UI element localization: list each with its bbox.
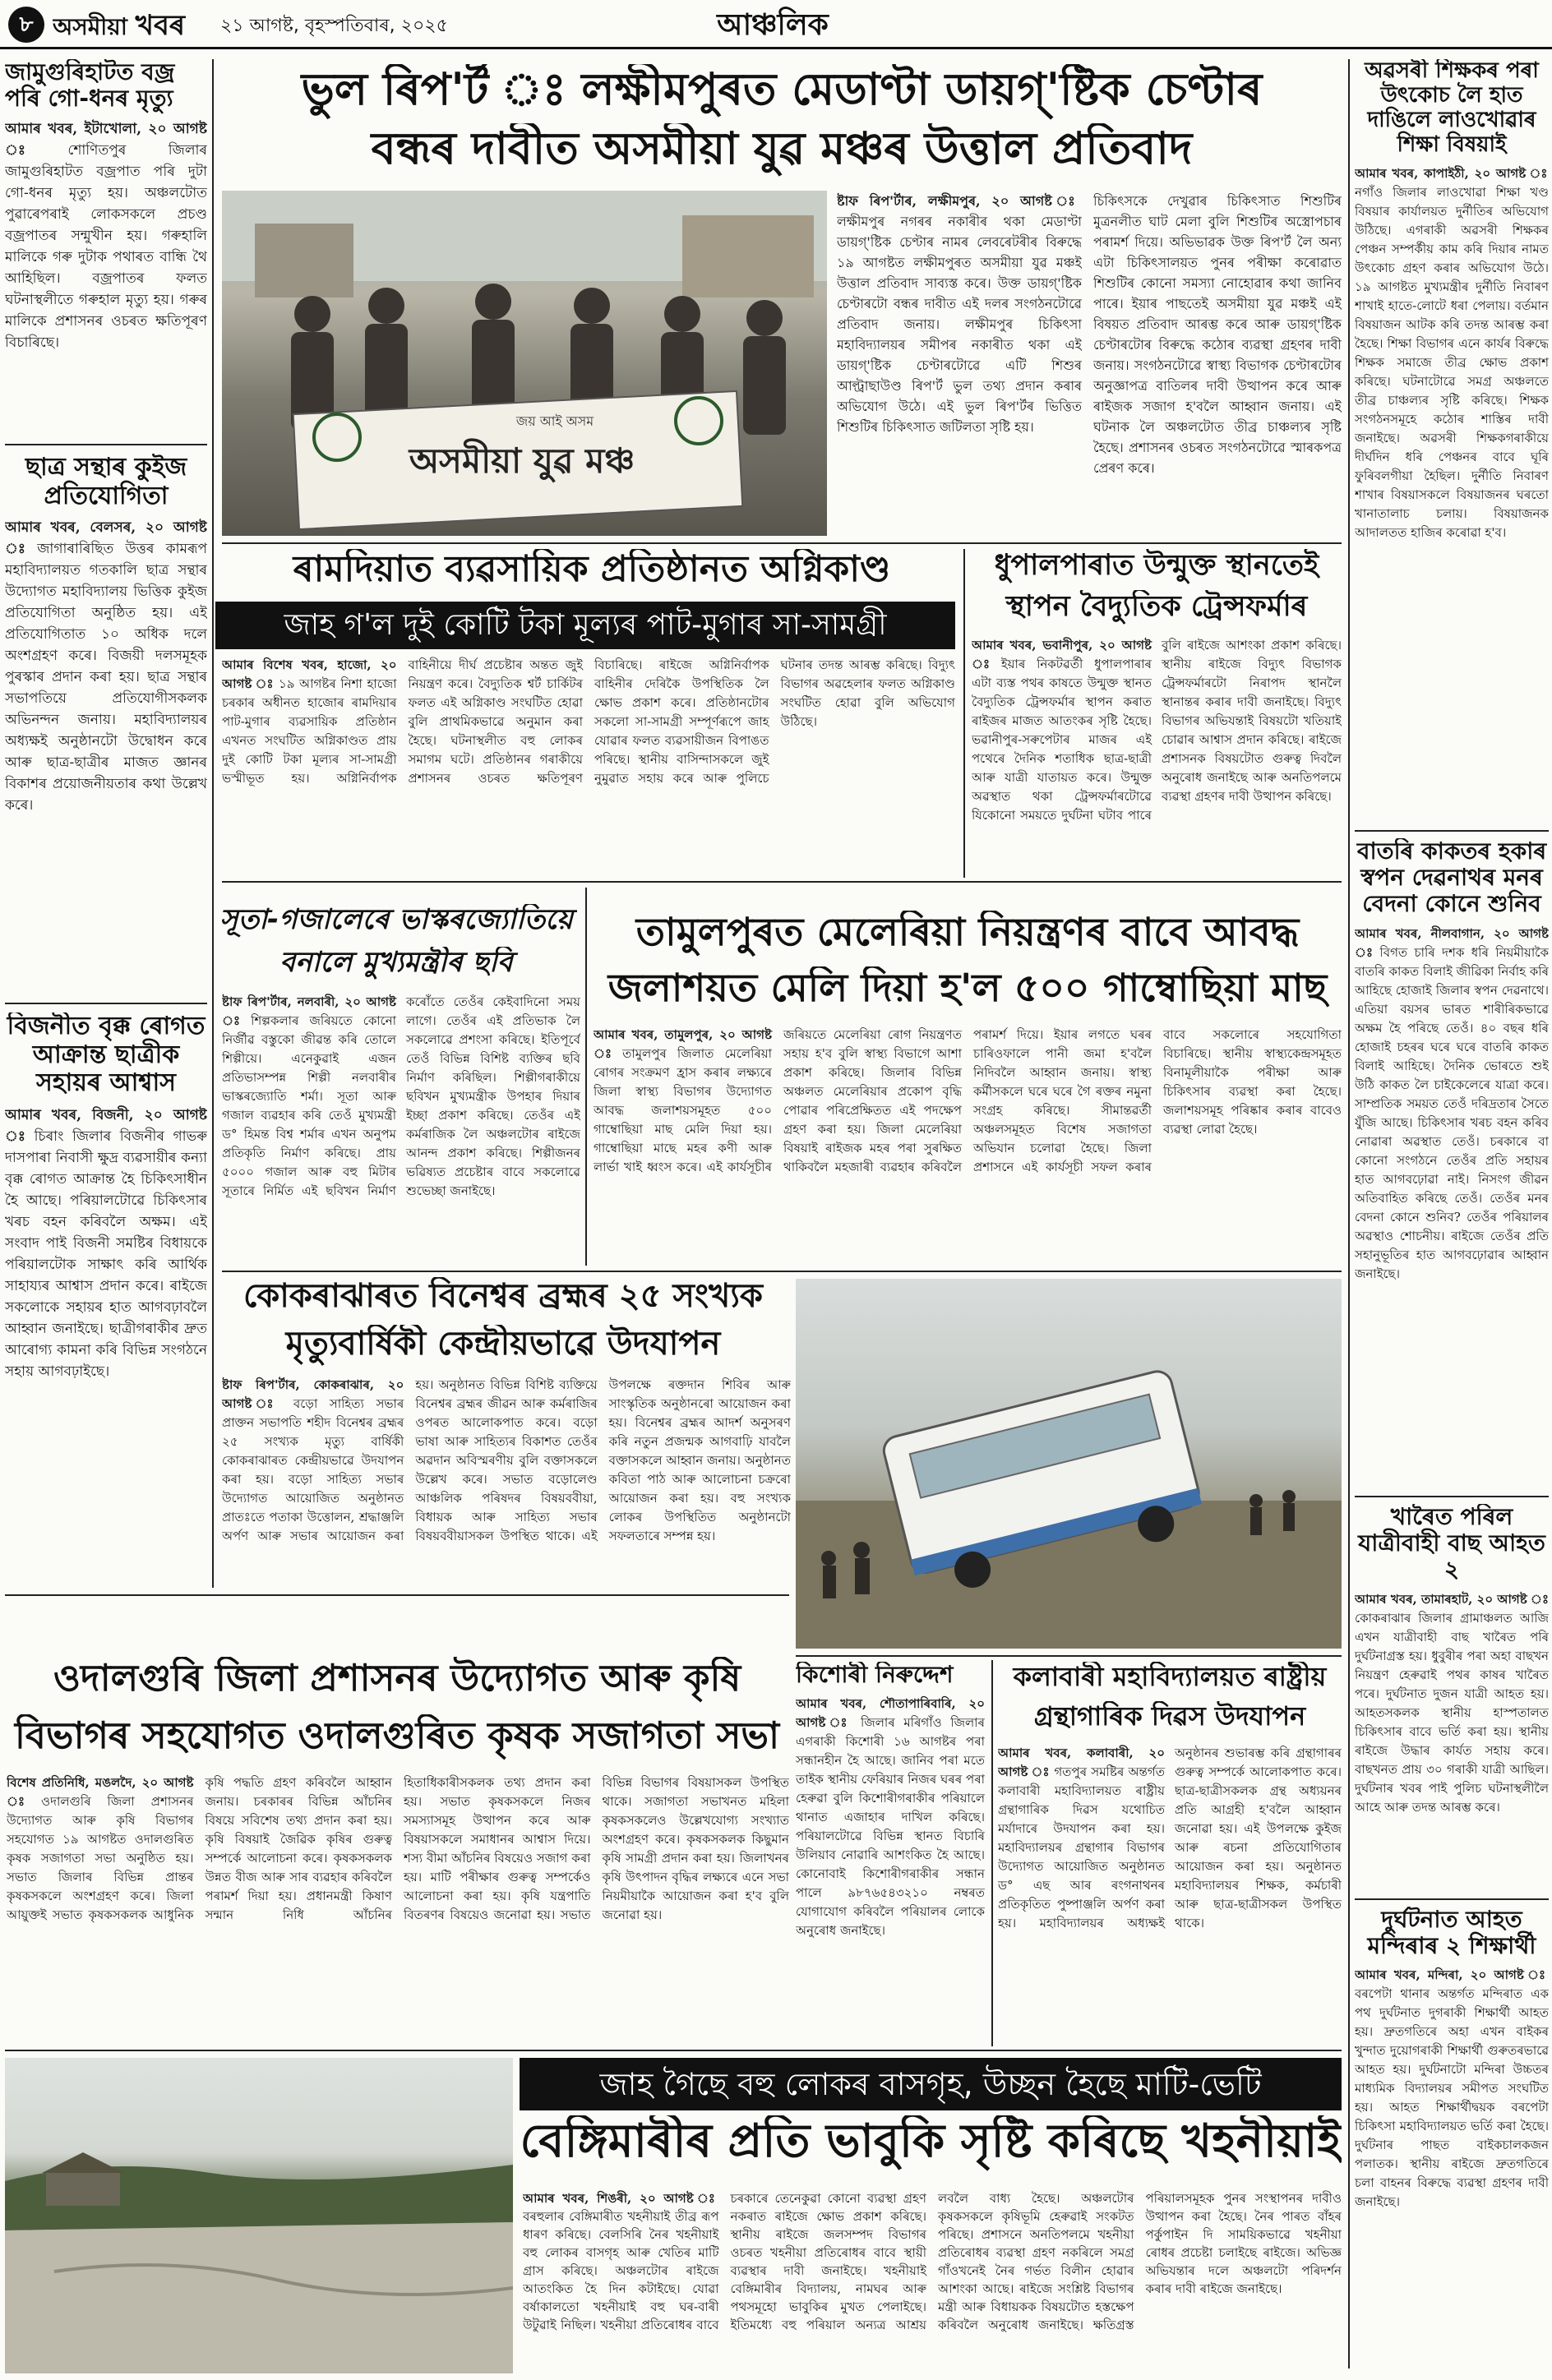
byline: আমাৰ খবৰ, কলাবাৰী, ২০ আগষ্ট ঃ (998, 1746, 1165, 1779)
cm-portrait-headline-1: সূতা-গজালেৰে ভাস্কৰজ্যোতিয়ে (219, 904, 573, 936)
riverbank-erosion-illustration (5, 2058, 513, 2373)
page-number: ৮ (19, 12, 34, 37)
divider (796, 1655, 1342, 1657)
protest-scene-illustration (222, 191, 827, 536)
malaria-story-body (594, 1026, 1342, 1264)
left-story-1 (5, 59, 207, 396)
library-story-body (998, 1744, 1342, 2046)
byline: ষ্টাফ ৰিপ'ৰ্টাৰ, লক্ষীমপুৰ, ২০ আগষ্ট ঃ (837, 193, 1082, 209)
masthead (0, 0, 1552, 49)
divider (5, 1594, 789, 1596)
transformer-headline-2: স্থাপন বৈদ্যুতিক ট্ৰেন্সফৰ্মাৰ (1005, 590, 1308, 623)
story-body (5, 1105, 207, 1382)
lead-story-body (837, 191, 1342, 536)
byline: আমাৰ বিশেষ খবৰ, হাজো, ২০ আগষ্ট ঃ (222, 657, 397, 691)
byline: আমাৰ খবৰ, শিঙৰী, ২০ আগষ্ট ঃ (523, 2191, 719, 2206)
story-body (796, 1695, 985, 1940)
erosion-headline: বেঙ্গিমাৰীৰ প্ৰতি ভাবুকি সৃষ্টি কৰিছে খহনীয়াই (520, 2115, 1342, 2168)
story-text: চিকিৎসকে দেখুৱাৰ চিকিৎসাত শিশুটিৰ মুত্ৰনলীত ঘাট মেলা বুলি শিশুটিৰ অস্ত্ৰোপচাৰ পৰামৰ্শ দিয়ে। অভিভাৱক উক্ত ৰিপ'ৰ্ট লৈ অন্য এটা চিকিৎসালয়ত পুনৰ পৰীক্ষা কৰোৱাত শিশুটিৰ কোনো সমস্যা নোহোৱাৰ কথা জানিব পাৰে। ইয়াৰ পাছতেই অসমীয়া যুৱ মঞ্চই এই বিষয়ত প্ৰতিবাদ আৰম্ভ কৰে আৰু ডায়গ্'ষ্টিক চেণ্টাৰটোৰ বিৰুদ্ধে কঠোৰ ব্যৱস্থা গ্ৰহণৰ দাবী জনায়। সংগঠনটোৱে স্বাস্থ্য বিভাগক চেণ্টাৰটোৰ অনুজ্ঞাপত্ৰ বাতিলৰ দাবী উত্থাপন কৰে আৰু ৰাইজক সজাগ হ'বলৈ আহ্বান জনায়। এই ঘটনাক লৈ অঞ্চলটোত তীব্ৰ চাঞ্চল্যৰ সৃষ্টি হৈছে। প্ৰশাসনৰ ওচৰত সংগঠনটোৱে স্মাৰকপত্ৰ প্ৰেৰণ কৰে। (1093, 193, 1342, 476)
lead-col-2 (1093, 191, 1342, 536)
story-body (5, 118, 207, 353)
story-title: অৱসৰী শিক্ষকৰ পৰা উৎকোচ লৈ হাত দাঙিলে লাওখোৱাৰ শিক্ষা বিষয়াই (1365, 59, 1539, 157)
left-story-3 (5, 1012, 207, 1588)
story-text: বৰহুলাৰ বেঙ্গিমাৰীত খহনীয়াই তীব্ৰ ৰূপ ধাৰণ কৰিছে। বেলসিৰি নৈৰ খহনীয়াই বহু লোকৰ বাসগৃহ আৰু খেতিৰ মাটি গ্ৰাস কৰিছে। অঞ্চলটোৰ ৰাইজে আতংকিত হৈ দিন কটাইছে। যোৱা বৰ্ষাকালতো খহনীয়াই বহু ঘৰ-বাৰী উটুৱাই নিছিল। খহনীয়া প্ৰতিৰোধৰ বাবে চৰকাৰে তেনেকুৱা কোনো ব্যৱস্থা গ্ৰহণ নকৰাত ৰাইজে ক্ষোভ প্ৰকাশ কৰিছে। স্থানীয় ৰাইজে জলসম্পদ বিভাগৰ ওচৰত খহনীয়া প্ৰতিৰোধৰ বাবে স্থায়ী ব্যৱস্থাৰ দাবী জনাইছে। খহনীয়াই বেঙ্গিমাৰীৰ বিদ্যালয়, নামঘৰ আৰু পথসমূহো ভাবুকিৰ মুখত পেলাইছে। ইতিমধ্যে বহু পৰিয়াল অন্যত্ৰ আশ্ৰয় লবলৈ বাধ্য হৈছে। অঞ্চলটোৰ কৃষকসকলে কৃষিভূমি হেৰুৱাই সংকটত পৰিছে। প্ৰশাসনে অনতিপলমে খহনীয়া প্ৰতিৰোধৰ ব্যৱস্থা গ্ৰহণ নকৰিলে সমগ্ৰ গাঁওখনেই নৈৰ গৰ্ভত বিলীন হোৱাৰ আশংকা আছে। ৰাইজে সংশ্লিষ্ট বিভাগৰ মন্ত্ৰী আৰু বিধায়কক বিষয়টোত হস্তক্ষেপ কৰিবলৈ অনুৰোধ জনাইছে। ক্ষতিগ্ৰস্ত পৰিয়ালসমূহক পুনৰ সংস্থাপনৰ দাবীও উত্থাপন কৰা হৈছে। নৈৰ পাৰত বাঁহৰ পৰ্কুপাইন দি সাময়িকভাৱে খহনীয়া ৰোধৰ প্ৰচেষ্টা চলাইছে ৰাইজে। অভিজ্ঞ অভিযন্তাৰ দলে অঞ্চলটো পৰিদৰ্শন কৰাৰ দাবী ৰাইজে জনাইছে। (523, 2191, 1342, 2332)
bus-accident-photo (796, 1279, 1342, 1649)
fire-headline: ৰামদিয়াত ব্যৱসায়িক প্ৰতিষ্ঠানত অগ্নিকাণ্ড (293, 549, 891, 590)
library-headline-2: গ্ৰন্থাগাৰিক দিৱস উদযাপন (1033, 1701, 1306, 1732)
overturned-bus-illustration (796, 1279, 1342, 1649)
byline: আমাৰ খবৰ, নীলবাগান, ২০ আগষ্ট ঃ (1355, 925, 1549, 960)
story-text: কোকৰাঝাৰ জিলাৰ গ্ৰামাঞ্চলত আজি এখন যাত্ৰীবাহী বাছ খাৰৈত পৰি দুৰ্ঘটনাগ্ৰস্ত হয়। ধুবুৰীৰ পৰা অহা বাছখন নিয়ন্ত্ৰণ হেৰুৱাই পথৰ কাষৰ খাৰৈত পৰে। দুৰ্ঘটনাত দুজন যাত্ৰী আহত হয়। আহতসকলক স্থানীয় হাস্পতালত চিকিৎসাৰ বাবে ভৰ্তি কৰা হয়। স্থানীয় ৰাইজে উদ্ধাৰ কাৰ্যত সহায় কৰে। বাছখনত প্ৰায় ৩০ গৰাকী যাত্ৰী আছিল। দুৰ্ঘটনাৰ খবৰ পাই পুলিচ ঘটনাস্থলীলৈ আহে আৰু তদন্ত আৰম্ভ কৰে। (1355, 1610, 1549, 1815)
story-text: শোণিতপুৰ জিলাৰ জামুগুৰিহাটত বজ্ৰপাত পৰি দুটা গো-ধনৰ মৃত্যু হয়। অঞ্চলটোত পুৱাৰেপৰাই লোকসকলে প্ৰচণ্ড বজ্ৰপাতৰ সন্মুখীন হয়। গৰুহালি মালিকে গৰু দুটাক পথাৰত বান্ধি থৈ আহিছিল। বজ্ৰপাতৰ ফলত ঘটনাস্থলীতে গৰুহাল মৃত্যু হয়। গৰুৰ মালিকে প্ৰশাসনৰ ওচৰত ক্ষতিপূৰণ বিচাৰিছে। (5, 142, 207, 352)
byline: আমাৰ খবৰ, তামুলপুৰ, ২০ আগষ্ট ঃ (594, 1027, 772, 1061)
divider (222, 542, 1342, 544)
lead-col-1 (837, 191, 1082, 536)
byline: আমাৰ খবৰ, তামাৰহাট, ২০ আগষ্ট ঃ (1355, 1591, 1549, 1607)
fire-story-body (222, 656, 955, 874)
right-story-4 (1355, 1907, 1549, 2373)
left-column-rule (212, 59, 214, 1588)
lead-headline-2: বন্ধৰ দাবীত অসমীয়া যুৱ মঞ্চৰ উত্তাল প্ৰতিবাদ (371, 123, 1193, 174)
malaria-headline-1: তামুলপুৰত মেলেৰিয়া নিয়ন্ত্ৰণৰ বাবে আবদ্ধ (635, 911, 1300, 955)
lead-protest-photo (222, 191, 827, 536)
story-body (1355, 925, 1549, 1284)
divider (1355, 1496, 1549, 1497)
story-title: বিজনীত বৃক্ক ৰোগত আক্ৰান্ত ছাত্ৰীক সহায়ৰ আশ্বাস (7, 1012, 206, 1097)
right-story-3 (1355, 1504, 1549, 1898)
story-body (1355, 1966, 1549, 2212)
byline: বিশেষ প্ৰতিনিধি, মঙলদৈ, ২০ আগষ্ট ঃ (7, 1775, 194, 1809)
divider (991, 1660, 993, 2046)
divider (5, 2050, 1342, 2051)
kokrajhar-story-body (222, 1376, 791, 1635)
kokrajhar-headline-2: মৃত্যুবাৰ্ষিকী কেন্দ্ৰীয়ভাৱে উদযাপন (285, 1325, 721, 1363)
divider (1355, 830, 1549, 832)
odalguri-headline-1: ওদালগুৰি জিলা প্ৰশাসনৰ উদ্যোগত আৰু কৃষি (53, 1657, 741, 1700)
transformer-story-body (972, 636, 1342, 876)
story-title: খাৰৈত পৰিল যাত্ৰীবাহী বাছ আহত ২ (1358, 1504, 1545, 1584)
story-text: বিগত চাৰি দশক ধৰি নিয়মীয়াকৈ বাতৰি কাকত বিলাই জীৱিকা নিৰ্বাহ কৰি আহিছে হোজাই জিলাৰ স্বপন দেৱনাথে। এতিয়া বয়সৰ ভাৰত শাৰীৰিকভাৱে অক্ষম হৈ পৰিছে তেওঁ। ৪০ বছৰ ধৰি হোজাই চহৰৰ ঘৰে ঘৰে বাতৰি কাকত বিলাই আহিছে। দৈনিক ভোৰতে শুই উঠি কাকত লৈ চাইকেলেৰে যাত্ৰা কৰে। সাম্প্ৰতিক সময়ত তেওঁ দৰিদ্ৰতাৰ সৈতে যুঁজি আছে। চিকিৎসাৰ খৰচ বহন কৰিব নোৱাৰা অৱস্থাত তেওঁ। চৰকাৰে বা কোনো সংগঠনে তেওঁৰ প্ৰতি সহায়ৰ হাত আগবঢ়োৱা নাই। নিসংগ জীৱন অতিবাহিত কৰিছে তেওঁ। তেওঁৰ মনৰ বেদনা কোনে শুনিব? তেওঁৰ পৰিয়ালৰ অৱস্থাও শোচনীয়। ৰাইজে তেওঁৰ প্ৰতি সহানুভূতিৰ হাত আগবঢ়োৱাৰ আহ্বান জনাইছে। (1355, 944, 1549, 1281)
story-body (1355, 1590, 1549, 1817)
divider (222, 1271, 1342, 1272)
banner-subtitle: জয় আই অসম (515, 413, 594, 429)
story-text: গতপুৰ সমষ্টিৰ অন্তৰ্গত কলাবাৰী মহাবিদ্যালয়ত ৰাষ্ট্ৰীয় গ্ৰন্থাগাৰিক দিৱস যথোচিত মৰ্যাদাৰে উদযাপন কৰা হয়। মহাবিদ্যালয়ৰ গ্ৰন্থাগাৰ বিভাগৰ উদ্যোগত আয়োজিত অনুষ্ঠানত ড° এছ আৰ ৰংগনাথনৰ প্ৰতিকৃতিত পুষ্পাঞ্জলি অৰ্পণ কৰা হয়। মহাবিদ্যালয়ৰ অধ্যক্ষই অনুষ্ঠানৰ শুভাৰম্ভ কৰি গ্ৰন্থাগাৰৰ গুৰুত্ব সম্পৰ্কে আলোকপাত কৰে। ছাত্ৰ-ছাত্ৰীসকলক গ্ৰন্থ অধ্যয়নৰ প্ৰতি আগ্ৰহী হ'বলৈ আহ্বান জনোৱা হয়। এই উপলক্ষে কুইজ আৰু ৰচনা প্ৰতিযোগিতাৰ আয়োজন কৰা হয়। অনুষ্ঠানত মহাবিদ্যালয়ৰ শিক্ষক, কৰ্মচাৰী আৰু ছাত্ৰ-ছাত্ৰীসকল উপস্থিত থাকে। (998, 1746, 1342, 1930)
story-title: বাতৰি কাকতৰ হকাৰ স্বপন দেৱনাথৰ মনৰ বেদনা কোনে শুনিব (1356, 838, 1547, 918)
story-text: শিল্পকলাৰ জৰিয়তে কোনো নিৰ্জীৱ বস্তুকো জীৱন্ত কৰি তোলে শিল্পীয়ে। এনেকুৱাই এজন প্ৰতিভাসম্পন্ন শিল্পী নলবাৰীৰ ভাস্কৰজ্যোতি শৰ্মা। সূতা আৰু গজাল ব্যৱহাৰ কৰি তেওঁ মুখ্যমন্ত্ৰী ড° হিমন্ত বিশ্ব শৰ্মাৰ এখন অনুপম প্ৰতিকৃতি নিৰ্মাণ কৰিছে। প্ৰায় ৫০০০ গজাল আৰু বহু মিটাৰ সূতাৰে নিৰ্মিত এই ছবিখন নিৰ্মাণ কৰোঁতে তেওঁৰ কেইবাদিনো সময় লাগে। তেওঁৰ এই প্ৰতিভাক লৈ সকলোৱে প্ৰশংসা কৰিছে। ইতিপূৰ্বে তেওঁ বিভিন্ন বিশিষ্ট ব্যক্তিৰ ছবি নিৰ্মাণ কৰিছিল। শিল্পীগৰাকীয়ে ছবিখন মুখ্যমন্ত্ৰীক উপহাৰ দিয়াৰ ইচ্ছা প্ৰকাশ কৰিছে। তেওঁৰ এই কৰ্মৰাজিক লৈ অঞ্চলটোৰ ৰাইজে আনন্দ প্ৰকাশ কৰিছে। শিল্পীজনৰ ভৱিষ্যত প্ৰচেষ্টাৰ বাবে সকলোৱে শুভেচ্ছা জনাইছে। (222, 994, 580, 1198)
byline: আমাৰ খবৰ, কাপাইঠী, ২০ আগষ্ট ঃ (1355, 165, 1549, 181)
story-title: জামুগুৰিহাটত বজ্ৰ পৰি গো-ধনৰ মৃত্যু (5, 59, 175, 113)
byline: আমাৰ খবৰ, শৌতাপাৰিবাৰি, ২০ আগষ্ট ঃ (796, 1696, 985, 1731)
byline: আমাৰ খবৰ, মন্দিৰা, ২০ আগষ্ট ঃ (1355, 1967, 1549, 1983)
story-text: ওদালগুৰি জিলা প্ৰশাসনৰ উদ্যোগত আৰু কৃষি বিভাগৰ সহযোগত ১৯ আগষ্টত ওদালগুৰিত কৃষক সজাগতা সভা অনুষ্ঠিত হয়। সভাত জিলাৰ বিভিন্ন প্ৰান্তৰ কৃষকসকলে অংশগ্ৰহণ কৰে। জিলা আয়ুক্তই সভাত কৃষকসকলক আধুনিক কৃষি পদ্ধতি গ্ৰহণ কৰিবলৈ আহ্বান জনায়। চৰকাৰৰ বিভিন্ন আঁচনিৰ বিষয়ে সবিশেষ তথ্য প্ৰদান কৰা হয়। কৃষি বিষয়াই জৈৱিক কৃষিৰ গুৰুত্ব সম্পৰ্কে আলোচনা কৰে। কৃষকসকলক উন্নত বীজ আৰু সাৰ ব্যৱহাৰ কৰিবলৈ পৰামৰ্শ দিয়া হয়। প্ৰধানমন্ত্ৰী কিষাণ সন্মান নিধি আঁচনিৰ হিতাধিকাৰীসকলক তথ্য প্ৰদান কৰা হয়। সভাত কৃষকসকলে নিজৰ সমস্যাসমূহ উত্থাপন কৰে আৰু বিষয়াসকলে সমাধানৰ আশ্বাস দিয়ে। শস্য বীমা আঁচনিৰ বিষয়েও সজাগ কৰা হয়। মাটি পৰীক্ষাৰ গুৰুত্ব সম্পৰ্কেও আলোচনা কৰা হয়। কৃষি যন্ত্ৰপাতি বিতৰণৰ বিষয়েও জনোৱা হয়। সভাত বিভিন্ন বিভাগৰ বিষয়াসকল উপস্থিত থাকে। সজাগতা সভাখনত মহিলা কৃষকসকলেও উল্লেখযোগ্য সংখ্যাত অংশগ্ৰহণ কৰে। কৃষকসকলক কিছুমান কৃষি সামগ্ৰী প্ৰদান কৰা হয়। জিলাখনৰ কৃষি উৎপাদন বৃদ্ধিৰ লক্ষ্যৰে এনে সভা নিয়মীয়াকৈ আয়োজন কৰা হ'ব বুলি জনোৱা হয়। (7, 1775, 789, 1922)
story-text: নগাঁও জিলাৰ লাওখোৱা শিক্ষা খণ্ড বিষয়াৰ কাৰ্যালয়ত দুৰ্নীতিৰ অভিযোগ উঠিছে। এগৰাকী অৱসৰী শিক্ষকৰ পেঞ্চন সম্পৰ্কীয় কাম কৰি দিয়াৰ নামত উৎকোচ গ্ৰহণ কৰাৰ অভিযোগ উঠে। ১৯ আগষ্টত মুখ্যমন্ত্ৰীৰ দুৰ্নীতি নিবাৰণ শাখাই হাতে-লোটে ধৰা পেলায়। বৰ্তমান বিষয়াজন আটক কৰি তদন্ত আৰম্ভ কৰা হৈছে। শিক্ষা বিভাগৰ এনে কাৰ্যৰ বিৰুদ্ধে শিক্ষক সমাজে তীব্ৰ ক্ষোভ প্ৰকাশ কৰিছে। ঘটনাটোৱে সমগ্ৰ অঞ্চলতে তীব্ৰ চাঞ্চল্যৰ সৃষ্টি কৰিছে। শিক্ষক সংগঠনসমূহে কঠোৰ শাস্তিৰ দাবী জনাইছে। অৱসৰী শিক্ষকগৰাকীয়ে দীৰ্ঘদিন ধৰি পেঞ্চনৰ বাবে ঘূৰি ফুৰিবলগীয়া হৈছিল। দুৰ্নীতি নিবাৰণ শাখাৰ বিষয়াসকলে বিষয়াজনৰ ঘৰতো খানাতালাচ চলায়। বিষয়াজনক আদালতত হাজিৰ কৰোৱা হ'ব। (1355, 184, 1549, 540)
story-text: তামুলপুৰ জিলাত মেলেৰিয়া ৰোগৰ সংক্ৰমণ হ্ৰাস কৰাৰ লক্ষ্যৰে জিলা স্বাস্থ্য বিভাগৰ উদ্যোগত আবদ্ধ জলাশয়সমূহত ৫০০ গাম্বোছিয়া মাছ মেলি দিয়া হয়। গাম্বোছিয়া মাছে মহৰ কণী আৰু লাৰ্ভা খাই ধ্বংস কৰে। এই কাৰ্যসূচীৰ জৰিয়তে মেলেৰিয়া ৰোগ নিয়ন্ত্ৰণত সহায় হ'ব বুলি স্বাস্থ্য বিভাগে আশা প্ৰকাশ কৰিছে। জিলাৰ বিভিন্ন অঞ্চলত মেলেৰিয়াৰ প্ৰকোপ বৃদ্ধি পোৱাৰ পৰিপ্ৰেক্ষিতত এই পদক্ষেপ গ্ৰহণ কৰা হয়। জিলা মেলেৰিয়া বিষয়াই ৰাইজক মহৰ পৰা সুৰক্ষিত থাকিবলৈ মহজাৰী ব্যৱহাৰ কৰিবলৈ পৰামৰ্শ দিয়ে। ইয়াৰ লগতে ঘৰৰ চাৰিওফালে পানী জমা হ'বলৈ নিদিবলৈ আহ্বান জনায়। স্বাস্থ্য কৰ্মীসকলে ঘৰে ঘৰে গৈ ৰক্তৰ নমুনা সংগ্ৰহ কৰিছে। সীমান্তৱৰ্তী অঞ্চলসমূহত বিশেষ সজাগতা অভিযান চলোৱা হৈছে। জিলা প্ৰশাসনে এই কাৰ্যসূচী সফল কৰাৰ বাবে সকলোৰে সহযোগিতা বিচাৰিছে। স্থানীয় স্বাস্থ্যকেন্দ্ৰসমূহত বিনামূলীয়াকৈ পৰীক্ষা আৰু চিকিৎসাৰ ব্যৱস্থা কৰা হৈছে। জলাশয়সমূহ পৰিষ্কাৰ কৰাৰ বাবেও ব্যৱস্থা লোৱা হৈছে। (594, 1027, 1342, 1174)
right-story-2 (1355, 838, 1549, 1496)
story-text: বড়ো সাহিত্য সভাৰ প্ৰাক্তন সভাপতি শহীদ বিনেশ্বৰ ব্ৰহ্মৰ ২৫ সংখ্যক মৃত্যু বাৰ্ষিকী কোকৰাঝাৰত কেন্দ্ৰীয়ভাৱে উদযাপন কৰা হয়। বড়ো সাহিত্য সভাৰ উদ্যোগত আয়োজিত অনুষ্ঠানত প্ৰাতঃতে পতাকা উত্তোলন, শ্ৰদ্ধাঞ্জলি অৰ্পণ আৰু সভাৰ আয়োজন কৰা হয়। অনুষ্ঠানত বিভিন্ন বিশিষ্ট ব্যক্তিয়ে বিনেশ্বৰ ব্ৰহ্মৰ জীৱন আৰু কৰ্মৰাজিৰ ওপৰত আলোকপাত কৰে। বড়ো ভাষা আৰু সাহিত্যৰ বিকাশত তেওঁৰ অৱদান অবিস্মৰণীয় বুলি বক্তাসকলে উল্লেখ কৰে। সভাত বড়োলেণ্ড আঞ্চলিক পৰিষদৰ বিষয়ববীয়া, বিধায়ক আৰু সাহিত্য সভাৰ বিষয়ববীয়াসকল উপস্থিত থাকে। এই উপলক্ষে ৰক্তদান শিবিৰ আৰু সাংস্কৃতিক অনুষ্ঠানৰো আয়োজন কৰা হয়। বিনেশ্বৰ ব্ৰহ্মৰ আদৰ্শ অনুসৰণ কৰি নতুন প্ৰজন্মক আগবাঢ়ি যাবলৈ বক্তাসকলে আহ্বান জনায়। অনুষ্ঠানত কবিতা পাঠ আৰু আলোচনা চক্ৰৰো আয়োজন কৰা হয়। বহু সংখ্যক লোকৰ উপস্থিতিত অনুষ্ঠানটো সফলতাৰে সম্পন্ন হয়। (222, 1377, 791, 1543)
divider (5, 1003, 207, 1004)
cm-portrait-headline-2: বনালে মুখ্যমন্ত্ৰীৰ ছবি (279, 947, 513, 979)
cm-portrait-story-body (222, 993, 580, 1264)
issue-date: ২১ আগষ্ট, বৃহস্পতিবাৰ, ২০২৫ (220, 16, 448, 36)
story-text: ১৯ আগষ্টৰ নিশা হাজো চৰকাৰ অধীনত হাজোৰ ৰামদিয়াৰ পাট-মুগাৰ ব্যৱসায়িক প্ৰতিষ্ঠান এখনত সংঘটিত অগ্নিকাণ্ডত প্ৰায় দুই কোটি টকা মূল্যৰ সা-সামগ্ৰী ভস্মীভূত হয়। অগ্নিনিৰ্বাপক বাহিনীয়ে দীৰ্ঘ প্ৰচেষ্টাৰ অন্তত জুই নিয়ন্ত্ৰণ কৰে। বৈদ্যুতিক শ্বৰ্ট চাৰ্কিটৰ ফলত এই অগ্নিকাণ্ড সংঘটিত হোৱা বুলি প্ৰাথমিকভাৱে অনুমান কৰা হৈছে। ঘটনাস্থলীত বহু লোকৰ সমাগম ঘটে। প্ৰতিষ্ঠানৰ গৰাকীয়ে প্ৰশাসনৰ ওচৰত ক্ষতিপূৰণ বিচাৰিছে। ৰাইজে অগ্নিনিৰ্বাপক বাহিনীৰ দেৰিকৈ উপস্থিতিক লৈ ক্ষোভ প্ৰকাশ কৰে। প্ৰতিষ্ঠানটোৰ সকলো সা-সামগ্ৰী সম্পূৰ্ণৰূপে জাহ যোৱাৰ ফলত ব্যৱসায়ীজন বিপাঙত পৰিছে। স্থানীয় বাসিন্দাসকলে জুই নুমুৱাত সহায় কৰে আৰু পুলিচে ঘটনাৰ তদন্ত আৰম্ভ কৰিছে। বিদ্যুৎ বিভাগৰ অৱহেলাৰ ফলত অগ্নিকাণ্ড সংঘটিত হোৱা বুলি অভিযোগ উঠিছে। (222, 657, 955, 786)
byline: ষ্টাফ ৰিপ'ৰ্টাৰ, নলবাৰী, ২০ আগষ্ট ঃ (222, 994, 396, 1028)
story-title: দুৰ্ঘটনাত আহত মন্দিৰাৰ ২ শিক্ষাৰ্থী (1367, 1907, 1536, 1960)
erosion-photo (5, 2058, 513, 2373)
story-text: লক্ষীমপুৰ নগৰৰ নকাৰীৰ থকা মেডাণ্টা ডায়গ্'ষ্টিক চেণ্টাৰ নামৰ লেবৰেটৰীৰ বিৰুদ্ধে ১৯ আগষ্টত লক্ষীমপুৰত অসমীয়া যুৱ মঞ্চই উত্তাল প্ৰতিবাদ সাব্যস্ত কৰে। উক্ত ডায়গ্'ষ্টিক চেণ্টাৰটো বন্ধৰ দাবীত এই দলৰ সংগঠনটোৱে প্ৰতিবাদ জনায়। লক্ষীমপুৰ চিকিৎসা মহাবিদ্যালয়ৰ সমীপৰ নকাৰীত থকা এই ডায়গ্'ষ্টিক চেণ্টাৰটোৱে এটি শিশুৰ আল্ট্ৰাছাউণ্ড ৰিপ'ৰ্ট ভুল তথ্য প্ৰদান কৰাৰ অভিযোগ উঠে। এই ভুল ৰিপ'ৰ্টৰ ভিত্তিত শিশুটিৰ চিকিৎসাত জটিলতা সৃষ্টি হয়। (837, 214, 1082, 435)
divider (963, 549, 965, 878)
divider (585, 888, 587, 1266)
left-story-2 (5, 454, 207, 996)
byline: আমাৰ খবৰ, বেলসৰ, ২০ আগষ্ট ঃ (5, 519, 207, 557)
story-text: জাগাৰাৰিছিত উত্তৰ কামৰূপ মহাবিদ্যালয়ত গতকালি ছাত্ৰ সন্থাৰ উদ্যোগত মহাবিদ্যালয় ভিত্তিক কুইজ প্ৰতিযোগিতা অনুষ্ঠিত হয়। এই প্ৰতিযোগিতাত ১০ অধিক দলে অংশগ্ৰহণ কৰে। বিজয়ী দলসমূহক পুৰস্কাৰ প্ৰদান কৰা হয়। ছাত্ৰ সন্থাৰ সভাপতিয়ে প্ৰতিযোগীসকলক অভিনন্দন জনায়। মহাবিদ্যালয়ৰ অধ্যক্ষই অনুষ্ঠানটো উদ্বোধন কৰে আৰু ছাত্ৰ-ছাত্ৰীৰ মাজত জ্ঞানৰ বিকাশৰ প্ৰয়োজনীয়তাৰ কথা উল্লেখ কৰে। (5, 541, 207, 814)
lead-headline-1: ভুল ৰিপ'ৰ্ট ঃ লক্ষীমপুৰত মেডাণ্টা ডায়গ্'ষ্টিক চেণ্টাৰ (301, 64, 1263, 115)
divider (1355, 1898, 1549, 1900)
byline: ষ্টাফ ৰিপ'ৰ্টাৰ, কোকৰাঝাৰ, ২০ আগষ্ট ঃ (222, 1377, 404, 1411)
divider (5, 444, 207, 445)
fire-subheadline-band: জাহ গ'ল দুই কোটি টকা মূল্যৰ পাট-মুগাৰ সা-সামগ্ৰী (215, 602, 955, 649)
story-body (5, 517, 207, 816)
kishori-story (796, 1662, 985, 2048)
byline: আমাৰ খবৰ, ইটাখোলা, ২০ আগষ্ট ঃ (5, 121, 207, 159)
paper-name-part-1: অসমীয়া (53, 13, 127, 40)
byline: আমাৰ খবৰ, ভবানীপুৰ, ২০ আগষ্ট ঃ (972, 638, 1152, 671)
byline: আমাৰ খবৰ, বিজনী, ২০ আগষ্ট ঃ (5, 1106, 207, 1145)
kokrajhar-headline-1: কোকৰাঝাৰত বিনেশ্বৰ ব্ৰহ্মৰ ২৫ সংখ্যক (243, 1277, 763, 1315)
story-text: চিৰাং জিলাৰ বিজনীৰ গাভৰু দাসপাৰা নিবাসী ক্ষুদ্ৰ ব্যৱসায়ীৰ কন্যা বৃক্ক ৰোগত আক্ৰান্ত হৈ চিকিৎসাধীন হৈ আছে। পৰিয়ালটোৱে চিকিৎসাৰ খৰচ বহন কৰিবলৈ অক্ষম। এই সংবাদ পাই বিজনী সমষ্টিৰ বিধায়কে পৰিয়ালটোক সাক্ষাৎ কৰি আৰ্থিক সাহায্যৰ আশ্বাস প্ৰদান কৰে। ৰাইজে সকলোকে সহায়ৰ হাত আগবঢ়াবলৈ আহ্বান জনাইছে। ছাত্ৰীগৰাকীৰ দ্ৰুত আৰোগ্য কামনা কৰি বিভিন্ন সংগঠনে সহায় আগবঢ়াইছে। (5, 1128, 207, 1380)
right-column-rule (1348, 59, 1350, 2368)
erosion-story-body (523, 2189, 1342, 2375)
paper-name-part-2: খবৰ (135, 9, 186, 42)
story-text: ইয়াৰ নিকটৱৰ্তী ধুপালপাৰাৰ এটা ব্যস্ত পথৰ কাষতে উন্মুক্ত স্থানত বৈদ্যুতিক ট্ৰেন্সফৰ্মাৰ স্থাপন কৰাত ৰাইজৰ মাজত আতংকৰ সৃষ্টি হৈছে। ভৱানীপুৰ-সৰুপেটাৰ মাজৰ এই পথেৰে দৈনিক শতাধিক ছাত্ৰ-ছাত্ৰী আৰু যাত্ৰী যাতায়ত কৰে। উন্মুক্ত অৱস্থাত থকা ট্ৰেন্সফৰ্মাৰটোৱে যিকোনো সময়তে দুৰ্ঘটনা ঘটাব পাৰে বুলি ৰাইজে আশংকা প্ৰকাশ কৰিছে। স্থানীয় ৰাইজে বিদ্যুৎ বিভাগক ট্ৰেন্সফৰ্মাৰটো নিৰাপদ স্থানলৈ স্থানান্তৰ কৰাৰ দাবী জনাইছে। বিদ্যুৎ বিভাগৰ অভিযন্তাই বিষয়টো খতিয়াই চোৱাৰ আশ্বাস প্ৰদান কৰিছে। ৰাইজে প্ৰশাসনক বিষয়টোত গুৰুত্ব দিবলৈ অনুৰোধ জনাইছে আৰু অনতিপলমে ব্যৱস্থা গ্ৰহণৰ দাবী উত্থাপন কৰিছে। (972, 638, 1342, 823)
erosion-band: জাহ গৈছে বহু লোকৰ বাসগৃহ, উচ্ছন হৈছে মাটি-ভেটি (520, 2058, 1342, 2110)
story-title: কিশোৰী নিৰুদ্দেশ (796, 1662, 954, 1688)
banner-text: অসমীয়া যুৱ মঞ্চ (409, 440, 635, 481)
paper-name (53, 8, 217, 43)
malaria-headline-2: জলাশয়ত মেলি দিয়া হ'ল ৫০০ গাম্বোছিয়া মাছ (607, 966, 1328, 1011)
story-text: জিলাৰ মৰিগাঁও জিলাৰ এগৰাকী কিশোৰী ১৬ আগষ্টৰ পৰা সন্ধানহীন হৈ আছে। জানিব পৰা মতে তাইক স্থানীয় ফেৰিয়াৰ নিজৰ ঘৰৰ পৰা হেৰুৱা বুলি কিশোৰীগৰাকীৰ পৰিয়ালে থানাত এজাহাৰ দাখিল কৰিছে। পৰিয়ালটোৱে বিভিন্ন স্থানত বিচাৰি উলিয়াব নোৱাৰি আশংকিত হৈ আছে। কোনোবাই কিশোৰীগৰাকীৰ সন্ধান পালে ৯৮৭৬৫৪৩২১০ নম্বৰত যোগাযোগ কৰিবলৈ পৰিয়ালৰ লোকে অনুৰোধ জনাইছে। (796, 1715, 985, 1939)
section-title: আঞ্চলিক (717, 8, 829, 42)
library-headline-1: কলাবাৰী মহাবিদ্যালয়ত ৰাষ্ট্ৰীয় (1013, 1662, 1327, 1692)
page-number-badge (8, 7, 44, 43)
story-text: বৰপেটা থানাৰ অন্তৰ্গত মন্দিৰাত এক পথ দুৰ্ঘটনাত দুগৰাকী শিক্ষাৰ্থী আহত হয়। দ্ৰুতগতিৰে অহা এখন বাইকৰ খুন্দাত দুয়োগৰাকী শিক্ষাৰ্থী গুৰুতৰভাৱে আহত হয়। দুৰ্ঘটনাটো মন্দিৰা উচ্চতৰ মাধ্যমিক বিদ্যালয়ৰ সমীপত সংঘটিত হয়। আহত শিক্ষাৰ্থীদ্বয়ক বৰপেটা চিকিৎসা মহাবিদ্যালয়ত ভৰ্তি কৰা হৈছে। দুৰ্ঘটনাৰ পাছত বাইকচালকজন পলাতক। স্থানীয় ৰাইজে দ্ৰুতগতিৰে চলা বাহনৰ বিৰুদ্ধে ব্যৱস্থা গ্ৰহণৰ দাবী জনাইছে। (1355, 1986, 1549, 2210)
right-story-1 (1355, 59, 1549, 914)
transformer-headline-1: ধুপালপাৰাত উন্মুক্ত স্থানতেই (994, 549, 1319, 582)
story-body (1355, 164, 1549, 542)
divider (222, 881, 1342, 883)
odalguri-story-body (7, 1773, 789, 2041)
odalguri-headline-2: বিভাগৰ সহযোগত ওদালগুৰিত কৃষক সজাগতা সভা (15, 1714, 779, 1757)
story-title: ছাত্ৰ সন্থাৰ কুইজ প্ৰতিযোগিতা (25, 454, 187, 510)
